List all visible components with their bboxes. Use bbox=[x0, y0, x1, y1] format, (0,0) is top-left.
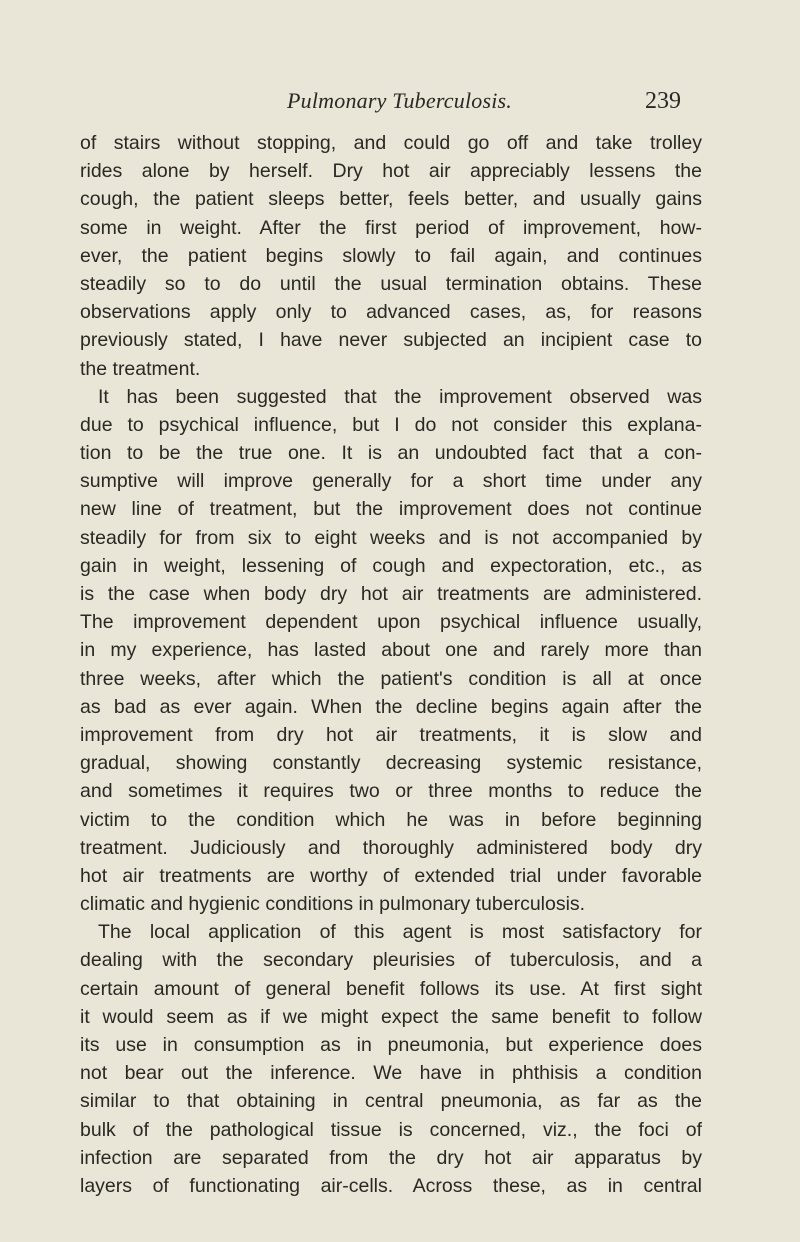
running-head-title: Pulmonary Tuberculosis. bbox=[287, 88, 513, 113]
text-line: The local application of this agent is most satisfactory for bbox=[98, 921, 702, 944]
text-line: steadily for from six to eight weeks and is not accompanied by bbox=[80, 526, 702, 549]
text-line: observations apply only to advanced cases, as, for reasons bbox=[80, 301, 702, 324]
text-line: its use in consumption as in pneumonia, but experience does bbox=[80, 1034, 702, 1056]
text-line: tion to be the true one. It is an undoubted fact that a con- bbox=[80, 442, 702, 465]
text-line: cough, the patient sleeps better, feels better, and usually gains bbox=[80, 188, 702, 211]
text-line: certain amount of general benefit follows its use. At first sight bbox=[80, 977, 702, 1000]
text-line: infection are separated from the dry hot air apparatus by bbox=[80, 1146, 702, 1169]
text-line: bulk of the pathological tissue is concerned, viz., the foci of bbox=[80, 1118, 702, 1141]
text-line: layers of functionating air-cells. Across these, as in central bbox=[80, 1174, 702, 1197]
text-line: not bear out the inference. We have in phthisis a condition bbox=[80, 1062, 702, 1085]
text-line: due to psychical influence, but I do not consider this explana- bbox=[80, 413, 702, 436]
page-number: 239 bbox=[645, 88, 681, 114]
text-line: gain in weight, lessening of cough and expectoration, etc., as bbox=[80, 554, 702, 577]
text-line: improvement from dry hot air treatments, it is slow and bbox=[80, 723, 702, 746]
text-line: gradual, showing constantly decreasing systemic resistance, bbox=[80, 752, 702, 775]
text-line: steadily so to do until the usual termination obtains. These bbox=[80, 272, 702, 295]
body-text bbox=[80, 129, 702, 1200]
text-line: the treatment. bbox=[80, 357, 201, 380]
text-line: dealing with the secondary pleurisies of tuberculosis, and a bbox=[80, 949, 702, 972]
text-line: similar to that obtaining in central pneumonia, as far as the bbox=[80, 1090, 702, 1113]
text-line: climatic and hygienic conditions in pulmonary tuberculosis. bbox=[80, 893, 586, 916]
text-line: it would seem as if we might expect the same benefit to follow bbox=[80, 1005, 702, 1028]
text-line: is the case when body dry hot air treatments are administered. bbox=[80, 583, 702, 605]
text-line: hot air treatments are worthy of extended trial under favorable bbox=[80, 864, 702, 887]
text-line: sumptive will improve generally for a short time under any bbox=[80, 470, 702, 493]
text-line: three weeks, after which the patient's condition is all at once bbox=[80, 667, 702, 690]
text-line: as bad as ever again. When the decline begins again after the bbox=[80, 695, 702, 718]
text-line: some in weight. After the first period of improvement, how- bbox=[80, 216, 702, 239]
text-line: new line of treatment, but the improvement does not continue bbox=[80, 498, 702, 521]
text-line: treatment. Judiciously and thoroughly administered body dry bbox=[80, 836, 702, 859]
text-line: rides alone by herself. Dry hot air appreciably lessens the bbox=[80, 160, 702, 183]
text-line: in my experience, has lasted about one and rarely more than bbox=[80, 639, 702, 662]
text-line: It has been suggested that the improvement observed was bbox=[98, 385, 702, 408]
text-line: ever, the patient begins slowly to fail again, and continues bbox=[80, 244, 702, 267]
text-line: The improvement dependent upon psychical influence usually, bbox=[80, 611, 702, 634]
text-line: victim to the condition which he was in before beginning bbox=[80, 808, 702, 831]
text-line: of stairs without stopping, and could go off and take trolley bbox=[80, 132, 702, 154]
text-line: and sometimes it requires two or three months to reduce the bbox=[80, 780, 702, 803]
text-line: previously stated, I have never subjected an incipient case to bbox=[80, 329, 702, 352]
